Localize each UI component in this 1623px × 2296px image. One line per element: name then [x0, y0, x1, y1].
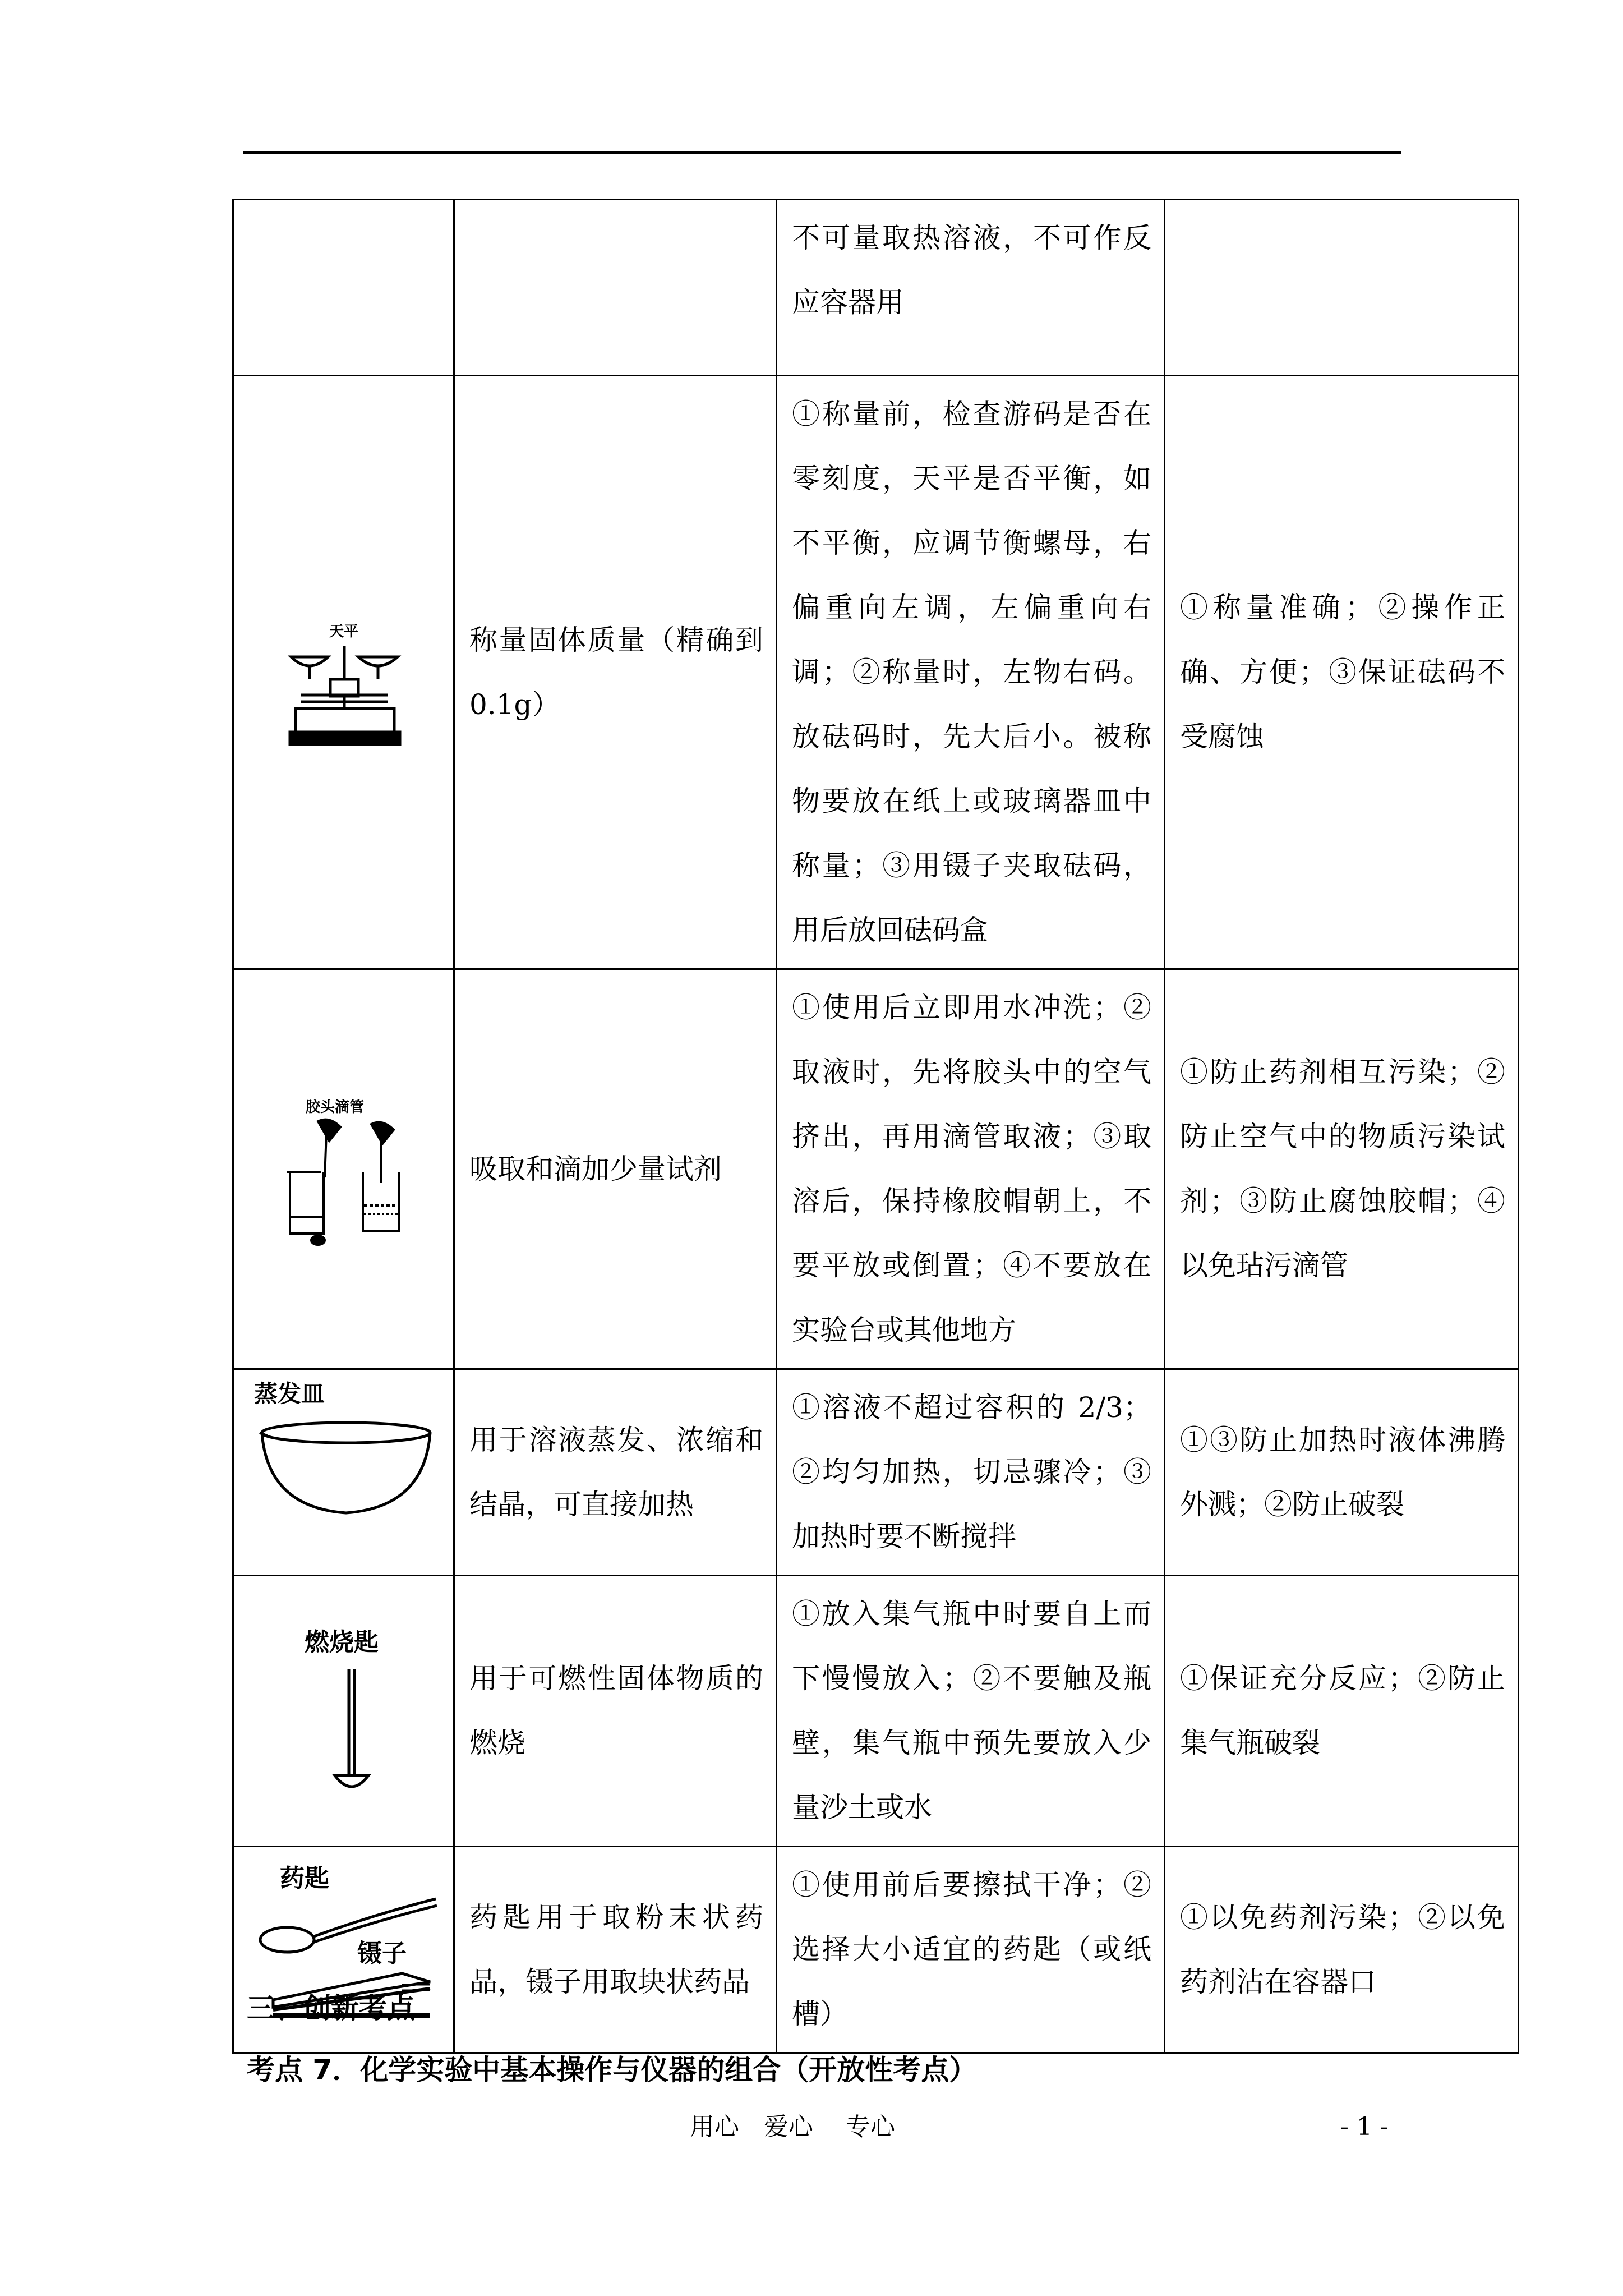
footer-motto: 用心 爱心 专心 — [690, 2113, 895, 2141]
use-cell: 吸取和滴加少量试剂 — [454, 969, 777, 1369]
instrument-label: 燃烧匙 — [305, 1628, 379, 1657]
instrument-label: 蒸发皿 — [254, 1380, 325, 1407]
table-row — [233, 1847, 1519, 2053]
instrument-label: 胶头滴管 — [306, 1099, 365, 1116]
page-number: - 1 - — [1340, 2113, 1389, 2141]
precautions-cell: ①溶液不超过容积的 2/3；②均匀加热，切忌骤冷；③加热时要不断搅拌 — [777, 1369, 1165, 1576]
table-row — [233, 969, 1519, 1369]
instrument-label-2: 镊子 — [357, 1939, 407, 1968]
instrument-label: 药匙 — [280, 1864, 329, 1893]
subsection-title: 考点 7．化学实验中基本操作与仪器的组合（开放性考点） — [247, 2054, 978, 2086]
instrument-cell — [233, 1369, 454, 1576]
reason-cell: ①以免药剂污染；②以免药剂沾在容器口 — [1165, 1847, 1519, 2053]
table-row — [233, 376, 1519, 969]
instrument-table — [232, 199, 1519, 2054]
use-cell: 药匙用于取粉末状药品，镊子用取块状药品 — [454, 1847, 777, 2053]
use-cell: 称量固体质量（精确到0.1g） — [454, 376, 777, 969]
table-row — [233, 1576, 1519, 1847]
table-row — [233, 1369, 1519, 1576]
instrument-cell — [233, 1576, 454, 1847]
evaporating-dish-icon — [234, 1370, 455, 1563]
combustion-spoon-icon — [234, 1576, 455, 1832]
instrument-cell — [233, 969, 454, 1369]
precautions-cell: ①使用前后要擦拭干净；②选择大小适宜的药匙（或纸槽） — [777, 1847, 1165, 2053]
reason-cell: ①称量准确；②操作正确、方便；③保证砝码不受腐蚀 — [1165, 376, 1519, 969]
use-cell: 用于可燃性固体物质的燃烧 — [454, 1576, 777, 1847]
precautions-cell: ①放入集气瓶中时要自上而下慢慢放入；②不要触及瓶壁，集气瓶中预先要放入少量沙土或水 — [777, 1576, 1165, 1847]
precautions-cell: ①使用后立即用水冲洗；②取液时，先将胶头中的空气挤出，再用滴管取液；③取溶后，保持橡胶帽朝上，不要平放或倒置；④不要放在实验台或其他地方 — [777, 969, 1165, 1369]
dropper-icon — [234, 970, 455, 1357]
use-cell — [454, 200, 777, 376]
reason-cell: ①防止药剂相互污染；②防止空气中的物质污染试剂；③防止腐蚀胶帽；④以免玷污滴管 — [1165, 969, 1519, 1369]
reason-cell: ①③防止加热时液体沸腾外溅；②防止破裂 — [1165, 1369, 1519, 1576]
precautions-cell: 不可量取热溶液，不可作反应容器用 — [777, 200, 1165, 376]
section-title: 三、创新考点 — [247, 1992, 415, 2024]
table-row — [233, 200, 1519, 376]
instrument-label: 天平 — [329, 623, 359, 640]
balance-scale-icon — [234, 376, 455, 960]
precautions-cell: ①称量前，检查游码是否在零刻度，天平是否平衡，如不平衡，应调节衡螺母，右偏重向左调，左偏重向右调；②称量时，左物右码。放砝码时，先大后小。被称物要放在纸上或玻璃器皿中称量；③用镊子夹取砝码，用后放回砝码盒 — [777, 376, 1165, 969]
header-rule — [243, 151, 1401, 154]
reason-cell — [1165, 200, 1519, 376]
instrument-cell — [233, 376, 454, 969]
use-cell: 用于溶液蒸发、浓缩和结晶，可直接加热 — [454, 1369, 777, 1576]
reason-cell: ①保证充分反应；②防止集气瓶破裂 — [1165, 1576, 1519, 1847]
instrument-cell — [233, 200, 454, 376]
